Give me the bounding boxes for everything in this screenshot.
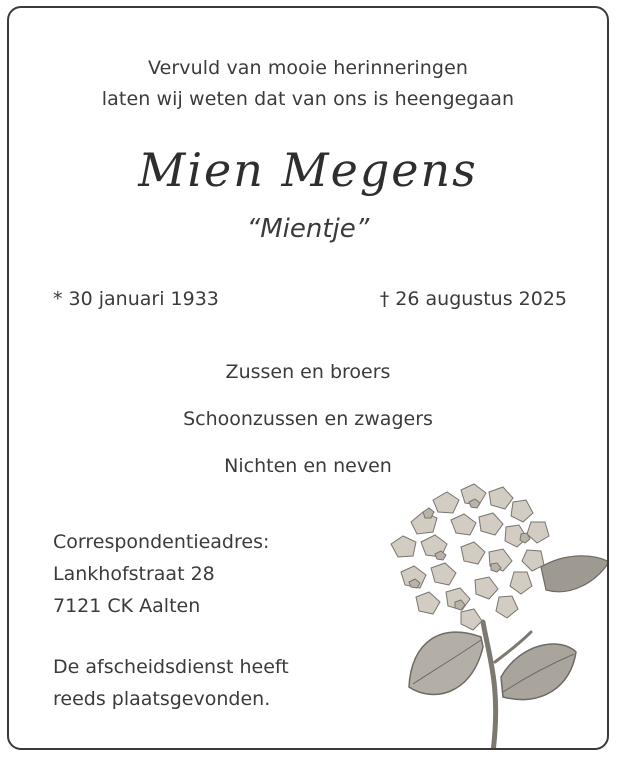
intro-line-2: laten wij weten dat van ons is heengegaan bbox=[101, 88, 515, 110]
family-line-3: Nichten en neven bbox=[224, 455, 392, 477]
obituary-card bbox=[7, 6, 609, 750]
service-line-2: reeds plaatsgevonden. bbox=[53, 688, 271, 710]
deceased-name: Mien Megens bbox=[138, 143, 478, 197]
correspondence-city: 7121 CK Aalten bbox=[53, 595, 201, 617]
flower-head bbox=[391, 484, 549, 630]
leaf-top-right bbox=[541, 556, 609, 592]
hydrangea-flower-icon bbox=[371, 472, 609, 750]
birth-date: * 30 januari 1933 bbox=[53, 288, 219, 310]
flower-stem bbox=[483, 622, 496, 750]
service-line-1: De afscheidsdienst heeft bbox=[53, 656, 289, 678]
intro-line-1: Vervuld van mooie herinneringen bbox=[147, 57, 469, 79]
correspondence-label: Correspondentieadres: bbox=[53, 531, 270, 553]
family-line-2: Schoonzussen en zwagers bbox=[183, 408, 433, 430]
leaf-right bbox=[501, 644, 576, 700]
correspondence-street: Lankhofstraat 28 bbox=[53, 563, 215, 585]
family-line-1: Zussen en broers bbox=[225, 361, 391, 383]
deceased-nickname: “Mientje” bbox=[246, 214, 370, 244]
death-date: † 26 augustus 2025 bbox=[379, 288, 567, 310]
